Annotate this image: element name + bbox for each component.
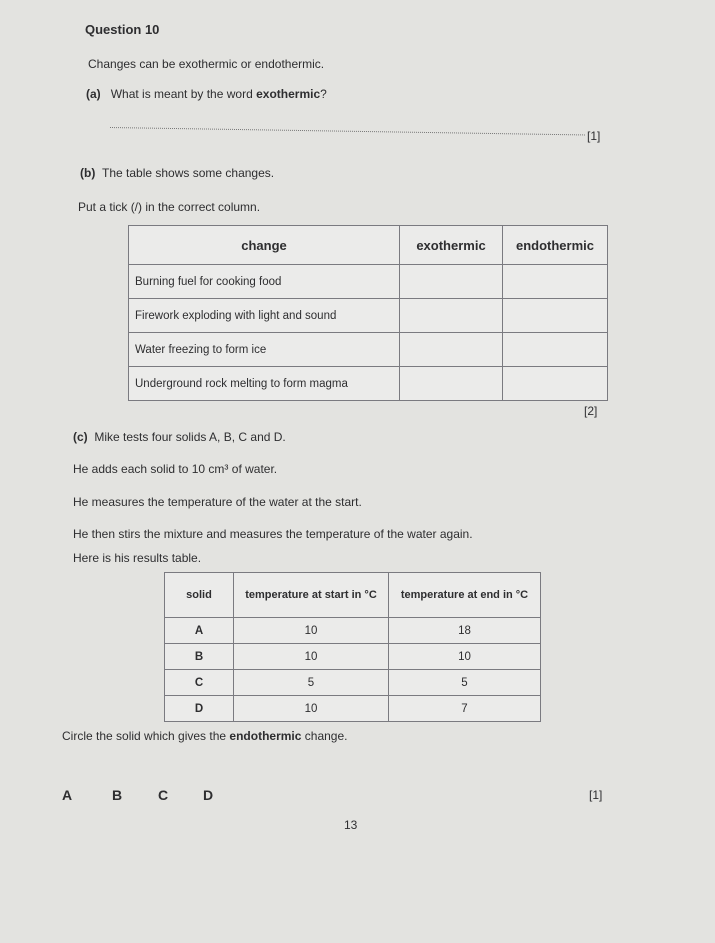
part-c-marks: [1] — [589, 788, 603, 802]
table-row — [165, 696, 541, 722]
exothermic-tick-cell[interactable] — [400, 265, 503, 299]
table-row — [165, 618, 541, 644]
change-cell: Firework exploding with light and sound — [129, 299, 400, 333]
start-temp-cell: 10 — [234, 696, 389, 722]
part-b-desc: The table shows some changes. — [102, 166, 275, 180]
end-temp-cell: 10 — [389, 644, 541, 670]
table-row — [129, 367, 608, 401]
part-a-qmark: ? — [320, 87, 327, 101]
table-row — [129, 265, 608, 299]
header-temp-end: temperature at end in °C — [389, 573, 541, 618]
start-temp-cell: 5 — [234, 670, 389, 696]
changes-table — [128, 225, 608, 401]
circle-end: change. — [301, 729, 348, 743]
exothermic-tick-cell[interactable] — [400, 367, 503, 401]
solid-cell: D — [165, 696, 234, 722]
part-b-text — [80, 166, 274, 180]
answer-line[interactable] — [110, 127, 585, 135]
results-table — [164, 572, 541, 722]
endothermic-tick-cell[interactable] — [503, 299, 608, 333]
circle-text: Circle the solid which gives the — [62, 729, 230, 743]
part-c-line1 — [73, 430, 286, 444]
end-temp-cell: 5 — [389, 670, 541, 696]
endothermic-tick-cell[interactable] — [503, 367, 608, 401]
part-a-marks: [1] — [587, 129, 601, 143]
header-change: change — [129, 226, 400, 265]
endothermic-tick-cell[interactable] — [503, 265, 608, 299]
exothermic-tick-cell[interactable] — [400, 333, 503, 367]
part-c-text: Mike tests four solids A, B, C and D. — [94, 430, 286, 444]
change-cell: Water freezing to form ice — [129, 333, 400, 367]
end-temp-cell: 7 — [389, 696, 541, 722]
start-temp-cell: 10 — [234, 618, 389, 644]
part-c-label: (c) — [73, 430, 88, 444]
line2-end: of water. — [228, 462, 278, 476]
header-exothermic: exothermic — [400, 226, 503, 265]
solid-cell: C — [165, 670, 234, 696]
exothermic-tick-cell[interactable] — [400, 299, 503, 333]
circle-instruction — [62, 729, 347, 743]
solid-cell: A — [165, 618, 234, 644]
part-a-label: (a) — [86, 87, 101, 101]
end-temp-cell: 18 — [389, 618, 541, 644]
start-temp-cell: 10 — [234, 644, 389, 670]
part-a-question — [86, 87, 327, 101]
part-a-text: What is meant by the word — [110, 87, 257, 101]
part-c-line3: He measures the temperature of the water at the start. — [73, 495, 362, 509]
table-row — [165, 644, 541, 670]
table-row — [165, 670, 541, 696]
option-b[interactable]: B — [112, 787, 123, 803]
option-d[interactable]: D — [203, 787, 214, 803]
page-number: 13 — [344, 818, 358, 832]
line2-text: He adds each solid to — [73, 462, 192, 476]
change-cell: Burning fuel for cooking food — [129, 265, 400, 299]
part-a-bold: exothermic — [256, 87, 321, 101]
intro-text: Changes can be exothermic or endothermic. — [88, 57, 325, 71]
solid-cell: B — [165, 644, 234, 670]
question-title: Question 10 — [85, 22, 160, 37]
option-c[interactable]: C — [158, 787, 169, 803]
circle-bold: endothermic — [229, 729, 302, 743]
endothermic-tick-cell[interactable] — [503, 333, 608, 367]
volume: 10 cm³ — [191, 462, 229, 476]
table-row — [129, 333, 608, 367]
option-a[interactable]: A — [62, 787, 73, 803]
header-temp-start: temperature at start in °C — [234, 573, 389, 618]
part-b-marks: [2] — [584, 404, 598, 418]
header-endothermic: endothermic — [503, 226, 608, 265]
part-c-line2 — [73, 462, 277, 476]
table-row — [129, 299, 608, 333]
header-solid: solid — [165, 573, 234, 618]
part-c-line4: He then stirs the mixture and measures the temperature of the water again. — [73, 527, 473, 541]
change-cell: Underground rock melting to form magma — [129, 367, 400, 401]
part-b-instruction: Put a tick (/) in the correct column. — [78, 200, 261, 214]
part-c-line5: Here is his results table. — [73, 551, 202, 565]
part-b-label: (b) — [80, 166, 96, 180]
